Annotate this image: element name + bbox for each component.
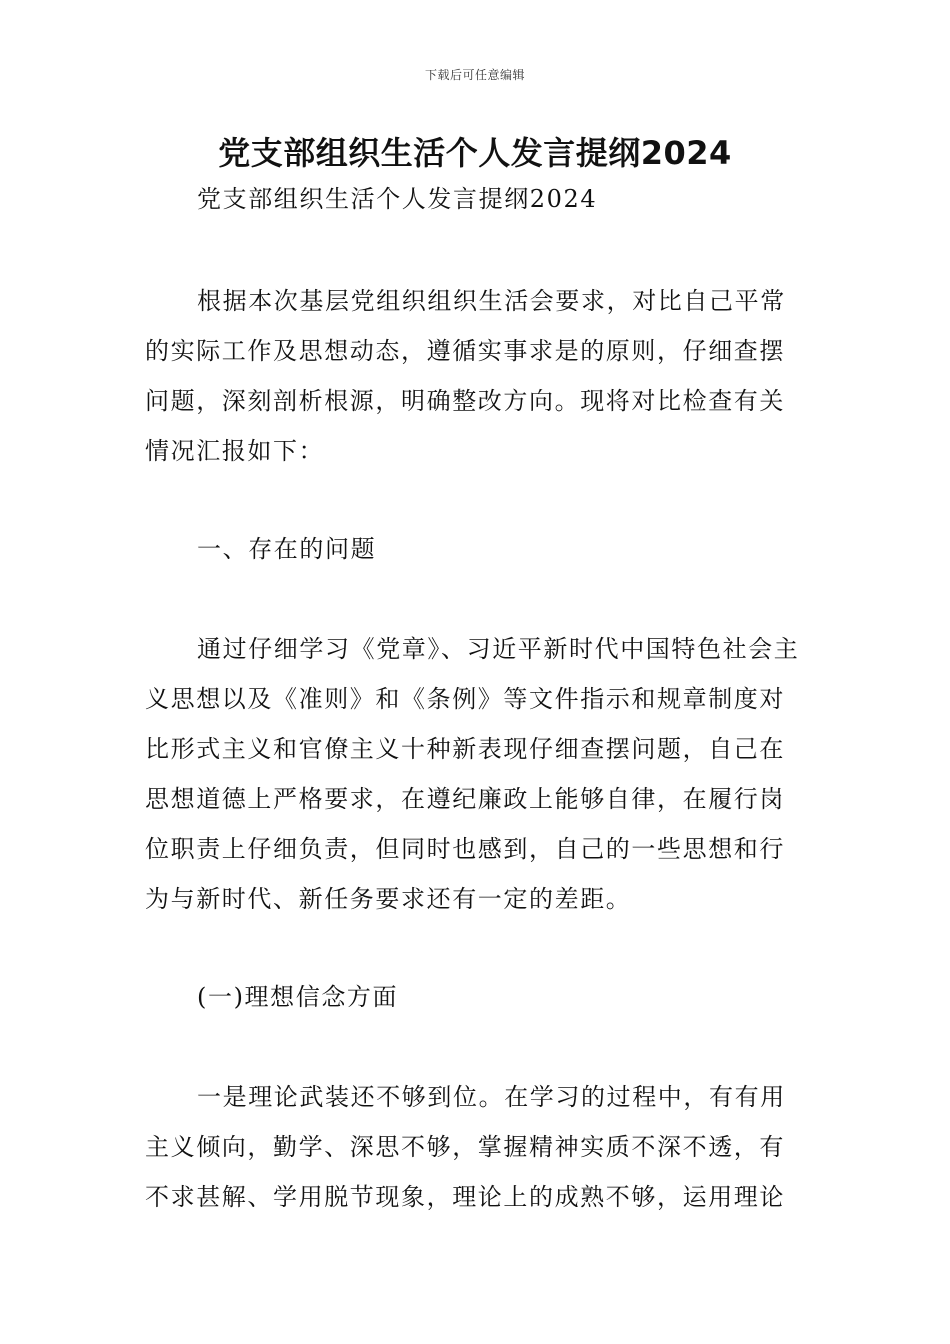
section-heading-problems: 一、存在的问题 — [197, 535, 377, 563]
section-paragraph-problems: 通过仔细学习《党章》、习近平新时代中国特色社会主义思想以及《准则》和《条例》等文件指示和规章制度对比形式主义和官僚主义十种新表现仔细查摆问题，自己在思想道德上严格要求，在遵纪廉政上能够自律，在履行岗位职责上仔细负责，但同时也感到，自己的一些思想和行为与新时代、新任务要求还有一定的差距。 — [145, 635, 800, 913]
document-subtitle: 党支部组织生活个人发言提纲2024 — [197, 185, 598, 213]
subsection-heading-ideals: (一)理想信念方面 — [197, 983, 399, 1011]
document-title: 党支部组织生活个人发言提纲2024 — [218, 134, 732, 172]
subsection-paragraph-ideals: 一是理论武装还不够到位。在学习的过程中，有有用主义倾向，勤学、深思不够，掌握精神实质不深不透，有不求甚解、学用脱节现象，理论上的成熟不够，运用理论 — [145, 1083, 786, 1211]
header-note: 下载后可任意编辑 — [424, 68, 525, 82]
intro-paragraph: 根据本次基层党组织组织生活会要求，对比自己平常的实际工作及思想动态，遵循实事求是的原则，仔细查摆问题，深刻剖析根源，明确整改方向。现将对比检查有关情况汇报如下： — [145, 287, 786, 465]
